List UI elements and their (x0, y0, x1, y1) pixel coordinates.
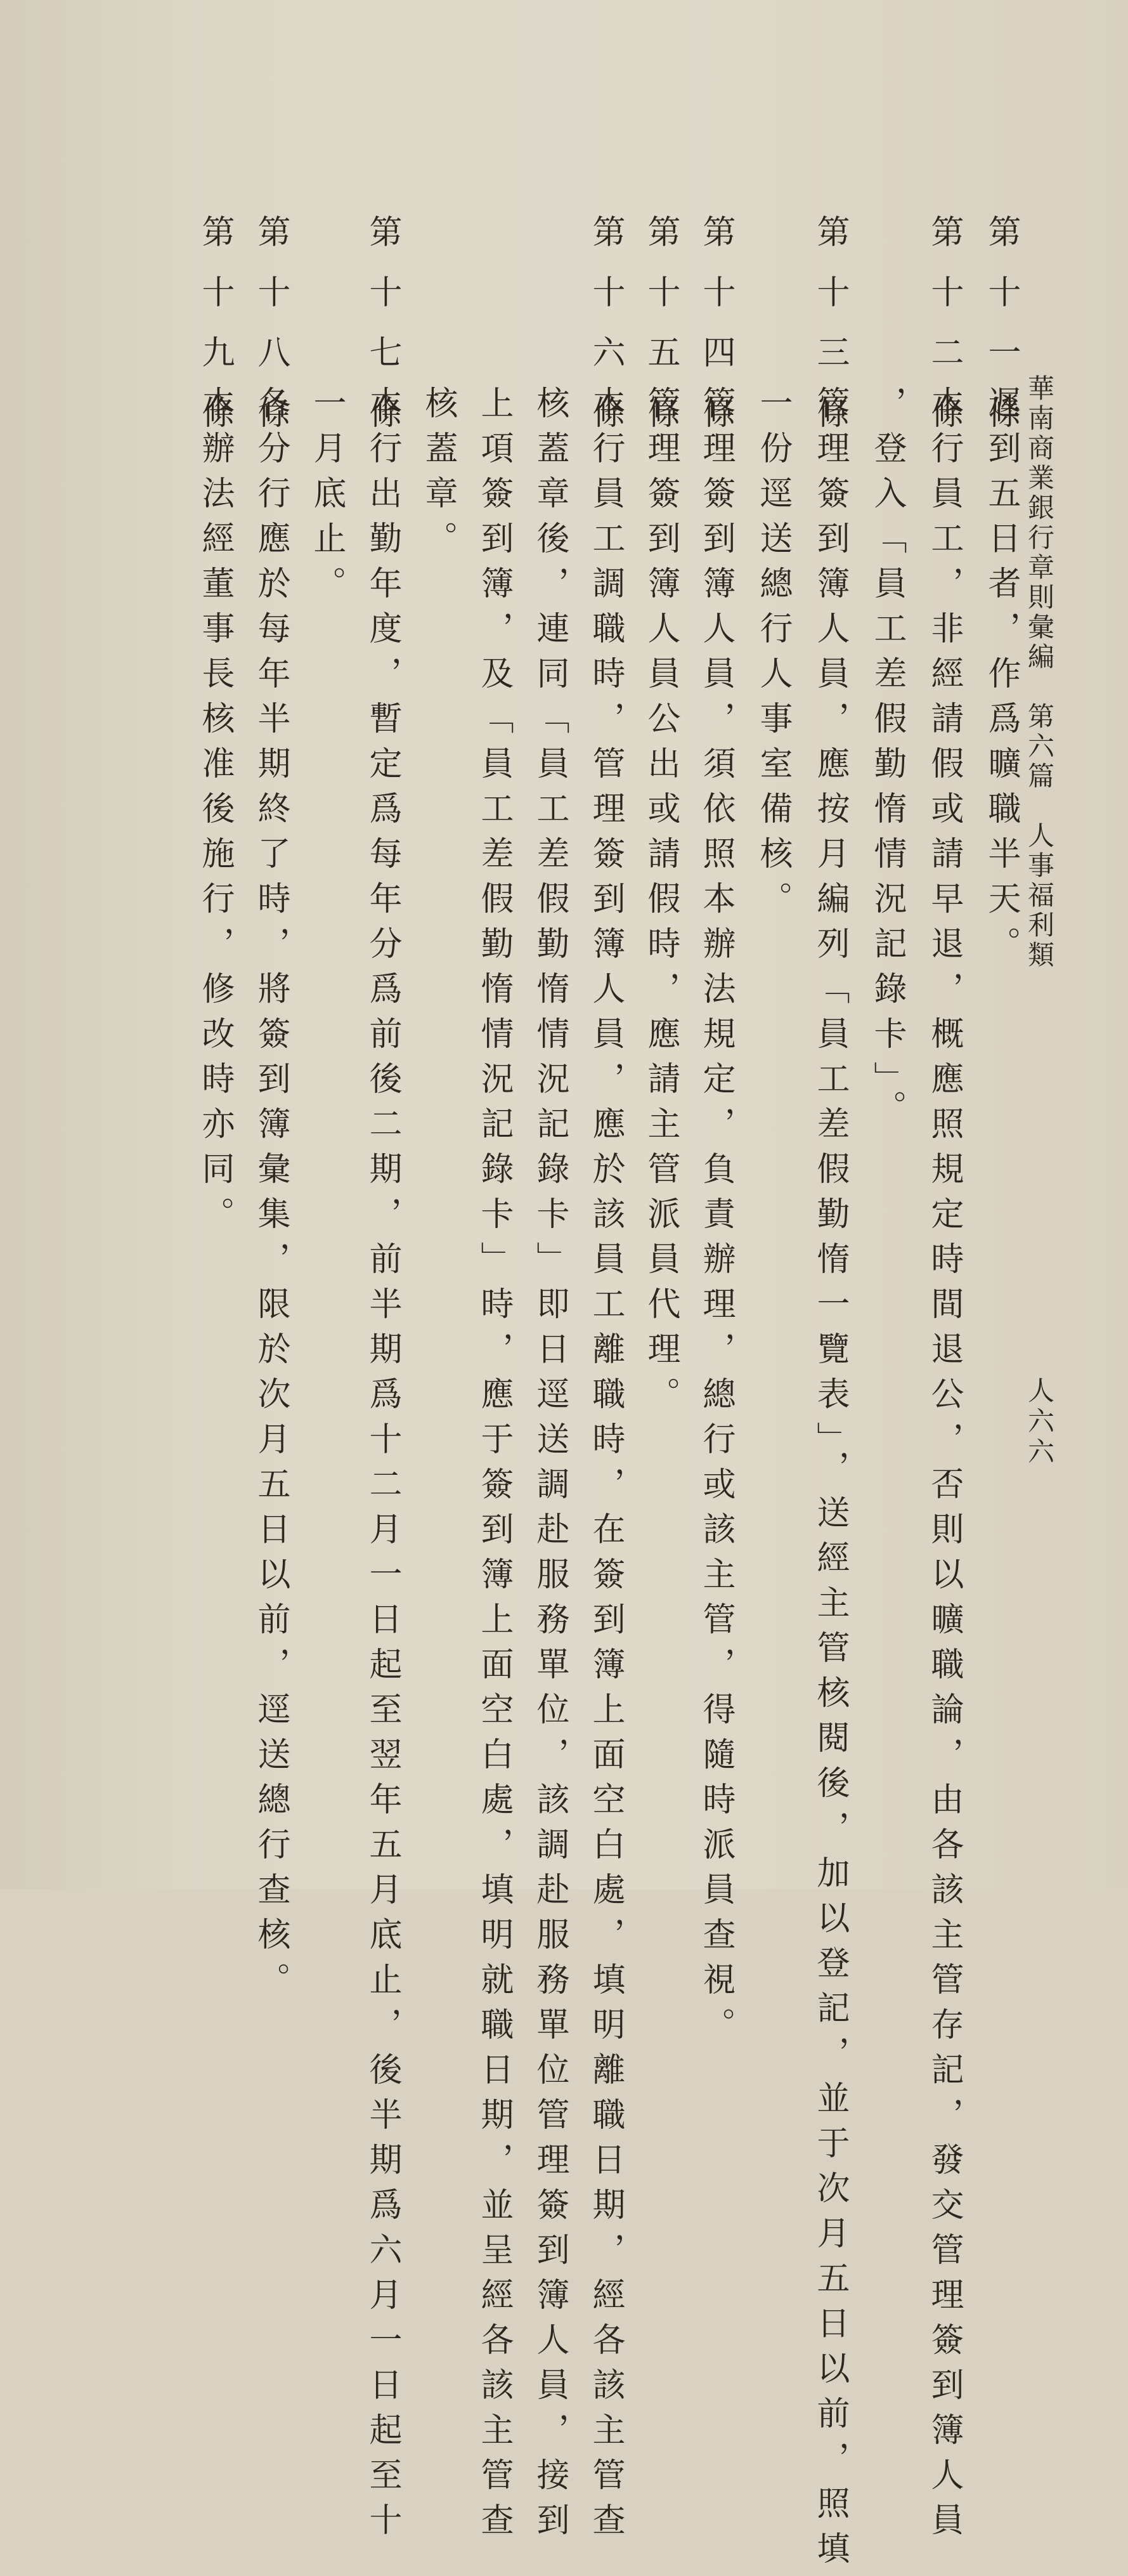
article-11-label: 第十一條 (982, 214, 1020, 455)
article-11-line-1: 遲到五日者，作爲曠職半天。 (982, 386, 1020, 971)
running-header: 華南商業銀行章則彙編 第六篇 人事福利類 (1024, 374, 1055, 971)
article-12-label: 第十二條 (925, 214, 963, 455)
article-15-label: 第十五條 (642, 214, 680, 455)
article-16-line-4: 核蓋章。 (419, 386, 457, 566)
page-number: 人六六 (1024, 1376, 1055, 1468)
article-16-label: 第十六條 (587, 214, 625, 455)
article-14-line-1: 管理簽到簿人員，須依照本辦法規定，負責辦理，總行或該主管，得隨時派員查視。 (697, 386, 735, 2052)
article-17-line-2: 一月底止。 (308, 386, 346, 611)
article-12-line-1: 本行員工，非經請假或請早退，概應照規定時間退公，否則以曠職論，由各該主管存記，發交管理簽到簿人員 (925, 386, 963, 2547)
article-17-label: 第十七條 (363, 214, 401, 455)
article-16-line-3: 上項簽到簿，及「員工差假勤惰情況記錄卡」時，應于簽到簿上面空白處，填明就職日期，並呈經各該主管查 (475, 386, 513, 2547)
article-17-line-1: 本行出勤年度，暫定爲每年分爲前後二期，前半期爲十二月一日起至翌年五月底止，後半期爲六月一日起至十 (363, 386, 401, 2547)
article-16-line-1: 本行員工調職時，管理簽到簿人員，應於該員工離職時，在簽到簿上面空白處，填明離職日期，經各該主管查 (587, 386, 625, 2547)
article-18-line-1: 各分行應於每年半期終了時，將簽到簿彙集，限於次月五日以前，逕送總行查核。 (252, 386, 290, 2007)
article-13-line-1: 管理簽到簿人員，應按月編列「員工差假勤惰一覽表」，送經主管核閱後，加以登記，並于次月五日以前，照填 (811, 386, 849, 2576)
article-15-line-1: 管理簽到簿人員公出或請假時，應請主管派員代理。 (642, 386, 680, 1422)
article-19-label: 第十九條 (196, 214, 234, 455)
article-13-label: 第十三條 (811, 214, 849, 455)
article-18-label: 第十八條 (252, 214, 290, 455)
article-16-line-2: 核蓋章後，連同「員工差假勤惰情況記錄卡」即日逕送調赴服務單位，該調赴服務單位管理簽到簿人員，接到 (531, 386, 569, 2547)
article-13-line-2: 一份逕送總行人事室備核。 (754, 386, 792, 926)
article-19-line-1: 本辦法經董事長核准後施行，修改時亦同。 (196, 386, 234, 1241)
article-14-label: 第十四條 (697, 214, 735, 455)
article-12-line-2: ，登入「員工差假勤惰情況記錄卡」。 (868, 386, 906, 1135)
